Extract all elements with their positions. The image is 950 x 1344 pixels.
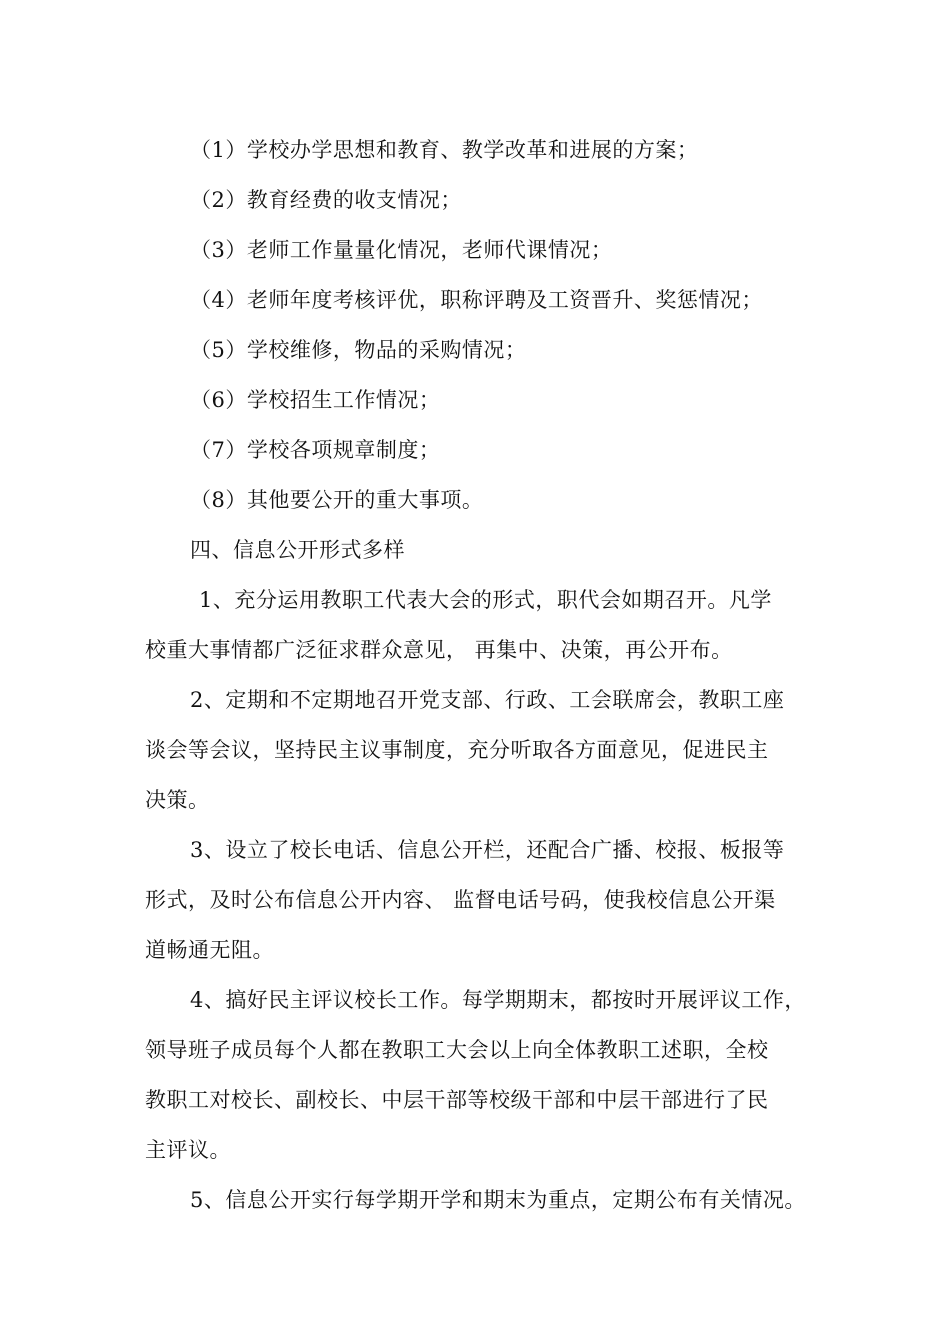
paragraph-line: 1、充分运用教职工代表大会的形式，职代会如期召开。凡学	[199, 588, 772, 612]
paragraph-line: 道畅通无阻。	[145, 938, 274, 962]
paragraph-line: 谈会等会议，坚持民主议事制度，充分听取各方面意见，促进民主	[145, 738, 769, 762]
list-item: （8）其他要公开的重大事项。	[190, 488, 484, 512]
list-item: （7）学校各项规章制度；	[190, 438, 441, 462]
paragraph-line: 校重大事情都广泛征求群众意见， 再集中、决策，再公开布。	[145, 638, 733, 662]
paragraph-line: 主评议。	[145, 1138, 231, 1162]
list-item: （2）教育经费的收支情况；	[190, 188, 462, 212]
paragraph-line: 5、信息公开实行每学期开学和期末为重点，定期公布有关情况。	[190, 1188, 806, 1212]
list-item: （4）老师年度考核评优，职称评聘及工资晋升、奖惩情况；	[190, 288, 763, 312]
paragraph-line: 教职工对校长、副校长、中层干部等校级干部和中层干部进行了民	[145, 1088, 769, 1112]
list-item: （3）老师工作量量化情况，老师代课情况；	[190, 238, 613, 262]
paragraph-line: 3、设立了校长电话、信息公开栏，还配合广播、校报、板报等	[190, 838, 785, 862]
list-item: （1）学校办学思想和教育、教学改革和进展的方案；	[190, 138, 699, 162]
paragraph-line: 领导班子成员每个人都在教职工大会以上向全体教职工述职，全校	[145, 1038, 769, 1062]
paragraph-line: 形式，及时公布信息公开内容、 监督电话号码，使我校信息公开渠	[145, 888, 776, 912]
list-item: （5）学校维修，物品的采购情况；	[190, 338, 527, 362]
section-heading: 四、信息公开形式多样	[190, 538, 405, 562]
paragraph-line: 决策。	[145, 788, 210, 812]
list-item: （6）学校招生工作情况；	[190, 388, 441, 412]
paragraph-line: 4、搞好民主评议校长工作。每学期期末，都按时开展评议工作，	[190, 988, 806, 1012]
paragraph-line: 2、定期和不定期地召开党支部、行政、工会联席会，教职工座	[190, 688, 785, 712]
